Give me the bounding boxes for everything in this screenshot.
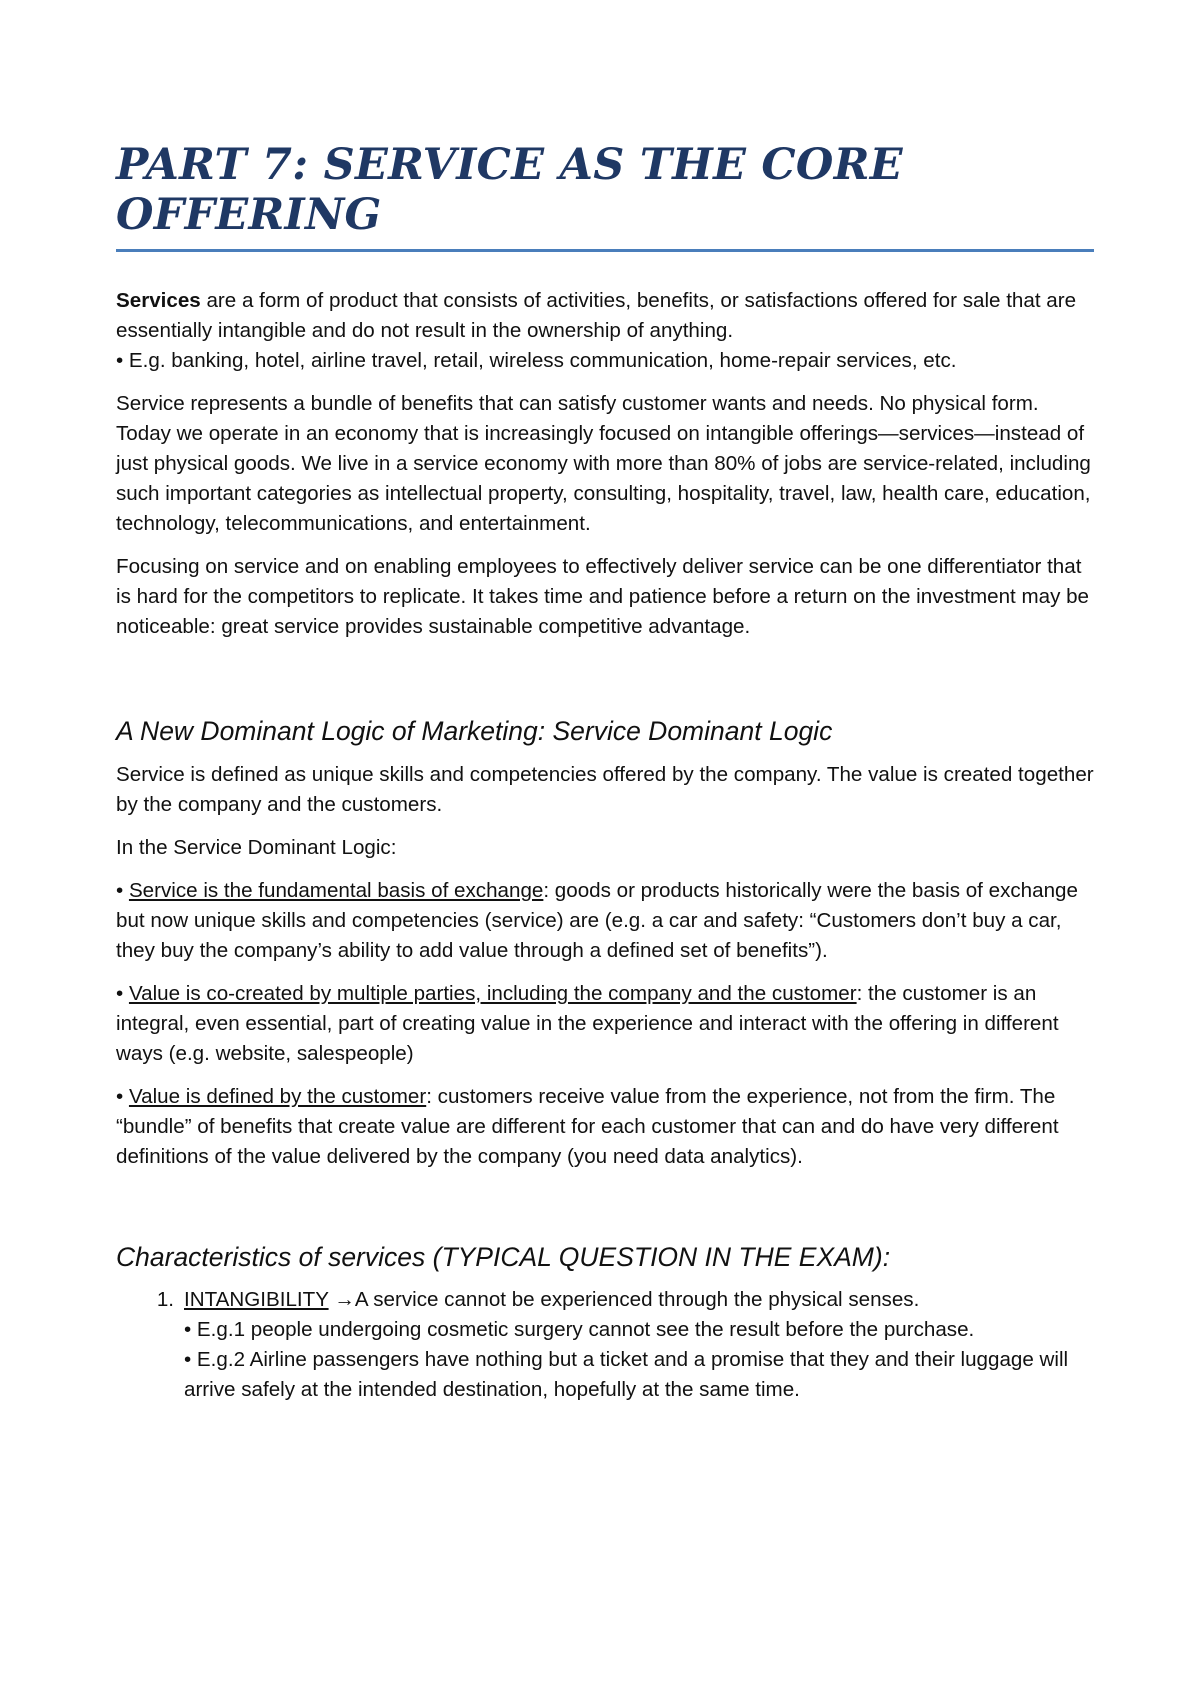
logic-lead-in: In the Service Dominant Logic: — [116, 836, 397, 859]
list-item — [116, 1285, 1094, 1405]
arrow-icon: → — [328, 1288, 355, 1311]
characteristic-text: A service cannot be experienced through the physical senses. — [354, 1288, 920, 1311]
services-term: Services — [116, 289, 201, 312]
bullet-title: Value is defined by the customer — [128, 1085, 427, 1108]
bullet-text: : goods or products historically were the basis of exchange but now unique skills and competencies (service) are (e.g. a car and safety: “Customers don’t buy a car, they buy the company’s ability to add value through a defined set of benefits”). — [116, 879, 1078, 962]
section-heading-dominant-logic: A New Dominant Logic of Marketing: Service Dominant Logic — [116, 716, 833, 746]
bullet-mark: • — [116, 1085, 129, 1108]
logic-bullet — [116, 1082, 1094, 1172]
example-line: • E.g.2 Airline passengers have nothing but a ticket and a promise that they and their luggage will arrive safely at the intended destination, hopefully at the same time. — [184, 1348, 1069, 1401]
bullet-title: Service is the fundamental basis of exchange — [128, 879, 544, 902]
characteristics-list — [116, 1285, 1094, 1405]
list-item-body — [184, 1285, 1094, 1405]
service-definition-paragraph: Service is defined as unique skills and competencies offered by the company. The value is created together by the company and the customers. — [116, 763, 1094, 816]
page-content — [116, 140, 1094, 1405]
characteristic-title: INTANGIBILITY — [184, 1288, 329, 1311]
logic-bullet — [116, 979, 1094, 1069]
services-example: • E.g. banking, hotel, airline travel, retail, wireless communication, home-repair services, etc. — [116, 349, 957, 372]
bullet-mark: • — [116, 879, 129, 902]
page-title: PART 7: SERVICE AS THE CORE OFFERING — [116, 140, 1094, 252]
intro-paragraph — [116, 286, 1094, 346]
services-definition: are a form of product that consists of activities, benefits, or satisfactions offered for sale that are essentially intangible and do not result in the ownership of anything. — [116, 289, 1077, 342]
bullet-mark: • — [116, 982, 129, 1005]
list-number: 1. — [156, 1288, 174, 1311]
bullet-text: : customers receive value from the experience, not from the firm. The “bundle” of benefits that create value are different for each customer that can and do have very different definitions of the value delivered by the company (you need data analytics). — [116, 1085, 1059, 1168]
bullet-title: Value is co-created by multiple parties, including the company and the customer — [128, 982, 857, 1005]
section-heading-characteristics: Characteristics of services (TYPICAL QUESTION IN THE EXAM): — [116, 1242, 891, 1272]
intangibility-line — [184, 1285, 1094, 1315]
bundle-paragraph: Service represents a bundle of benefits that can satisfy customer wants and needs. No physical form. Today we operate in an economy that is increasingly focused on intangible offerings—services—instead of just physical goods. We live in a service economy with more than 80% of jobs are service-related, including such important categories as intellectual property, consulting, hospitality, travel, law, health care, education, technology, telecommunications, and entertainment. — [116, 392, 1091, 535]
focus-paragraph: Focusing on service and on enabling employees to effectively deliver service can be one differentiator that is hard for the competitors to replicate. It takes time and patience before a return on the investment may be noticeable: great service provides sustainable competitive advantage. — [116, 555, 1089, 638]
bullet-text: : the customer is an integral, even essential, part of creating value in the experience and interact with the offering in different ways (e.g. website, salespeople) — [116, 982, 1059, 1065]
logic-bullet — [116, 876, 1094, 966]
example-line: • E.g.1 people undergoing cosmetic surgery cannot see the result before the purchase. — [184, 1318, 975, 1341]
